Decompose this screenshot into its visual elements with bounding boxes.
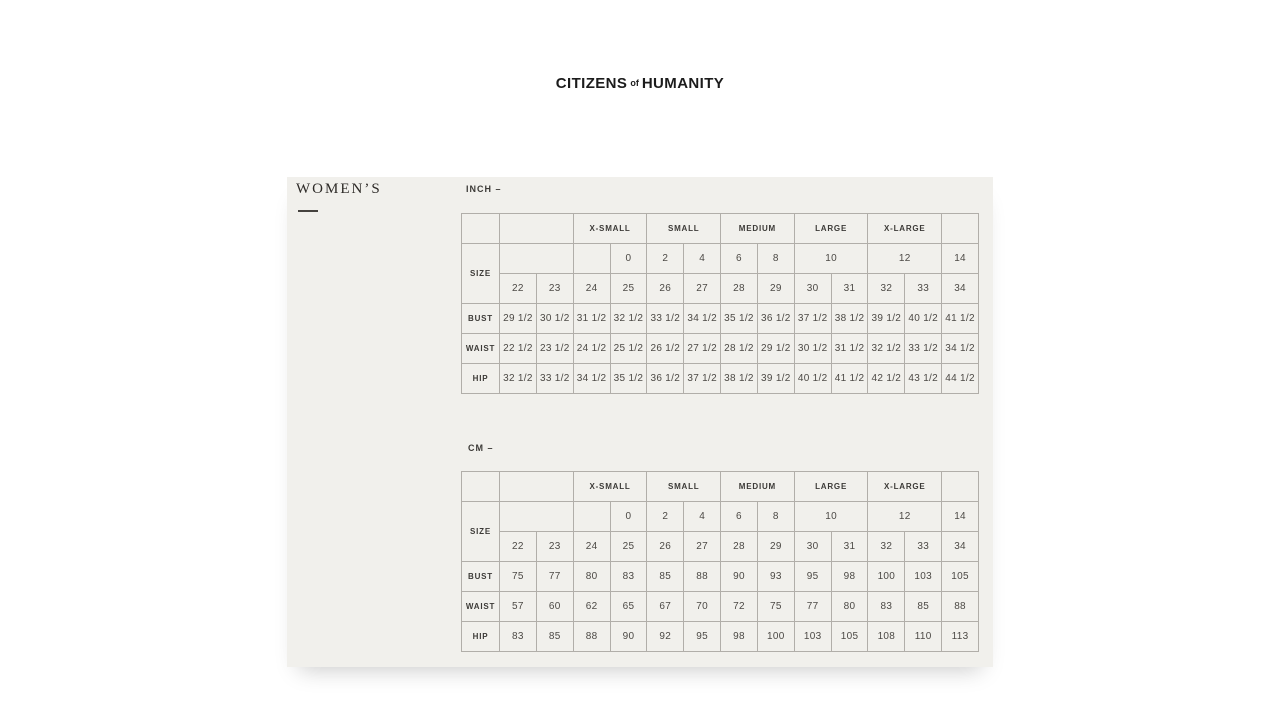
measurement-value-cell: 108: [868, 622, 905, 652]
measurement-value-cell: 93: [757, 562, 794, 592]
size-group-cell: X-LARGE: [868, 472, 942, 502]
measurement-value-cell: 26 1/2: [647, 334, 684, 364]
measurement-value-cell: 75: [757, 592, 794, 622]
inch-size-table: [461, 213, 979, 394]
measurement-value-cell: 39 1/2: [757, 364, 794, 394]
measurement-value-cell: 29 1/2: [757, 334, 794, 364]
measurement-value-cell: 98: [721, 622, 758, 652]
size-group-empty-cell: [942, 214, 979, 244]
measurement-value-cell: 34 1/2: [573, 364, 610, 394]
measurement-value-cell: 35 1/2: [610, 364, 647, 394]
brand-word-humanity: HUMANITY: [641, 75, 725, 92]
measurement-value-cell: 36 1/2: [757, 304, 794, 334]
measurement-value-cell: 105: [831, 622, 868, 652]
measurement-value-cell: 95: [794, 562, 831, 592]
measurement-value-cell: 31 1/2: [573, 304, 610, 334]
numeric-size-cell: 24: [573, 274, 610, 304]
measurement-value-cell: 100: [868, 562, 905, 592]
us-size-cell: 0: [610, 502, 647, 532]
numeric-size-cell: 29: [757, 532, 794, 562]
numeric-size-cell: 30: [794, 274, 831, 304]
measurement-value-cell: 40 1/2: [905, 304, 942, 334]
us-size-cell: 12: [868, 244, 942, 274]
tab-womens[interactable]: WOMEN’S: [296, 181, 382, 197]
measurement-value-cell: 77: [536, 562, 573, 592]
measurement-label-cell: BUST: [462, 304, 500, 334]
us-size-cell: 10: [794, 502, 868, 532]
measurement-value-cell: 38 1/2: [831, 304, 868, 334]
brand-word-citizens: CITIZENS: [555, 75, 628, 92]
cm-size-table: [461, 471, 979, 652]
measurement-value-cell: 43 1/2: [905, 364, 942, 394]
measurement-value-cell: 83: [868, 592, 905, 622]
numeric-size-cell: 22: [500, 532, 537, 562]
size-group-cell: MEDIUM: [721, 214, 795, 244]
measurement-value-cell: 31 1/2: [831, 334, 868, 364]
numeric-size-row: [462, 274, 979, 304]
brand-word-of: of: [630, 78, 639, 88]
numeric-size-cell: 26: [647, 274, 684, 304]
measurement-value-cell: 65: [610, 592, 647, 622]
measurement-label-cell: WAIST: [462, 592, 500, 622]
us-size-cell: 10: [794, 244, 868, 274]
numeric-size-cell: 34: [942, 274, 979, 304]
measurement-value-cell: 98: [831, 562, 868, 592]
measurement-row: [462, 364, 979, 394]
us-size-row: [462, 502, 979, 532]
measurement-value-cell: 32 1/2: [500, 364, 537, 394]
us-size-cell: 8: [757, 244, 794, 274]
measurement-value-cell: 27 1/2: [684, 334, 721, 364]
size-group-cell: X-SMALL: [573, 472, 647, 502]
measurement-row: [462, 334, 979, 364]
measurement-value-cell: 80: [573, 562, 610, 592]
us-size-cell: 0: [610, 244, 647, 274]
size-group-row: [462, 214, 979, 244]
measurement-value-cell: 88: [573, 622, 610, 652]
numeric-size-cell: 29: [757, 274, 794, 304]
measurement-value-cell: 38 1/2: [721, 364, 758, 394]
measurement-row: [462, 304, 979, 334]
numeric-size-cell: 28: [721, 274, 758, 304]
us-size-row: [462, 244, 979, 274]
measurement-value-cell: 88: [684, 562, 721, 592]
measurement-value-cell: 25 1/2: [610, 334, 647, 364]
numeric-size-cell: 26: [647, 532, 684, 562]
measurement-value-cell: 75: [500, 562, 537, 592]
measurement-value-cell: 85: [536, 622, 573, 652]
measurement-value-cell: 100: [757, 622, 794, 652]
us-size-cell: 2: [647, 244, 684, 274]
measurement-value-cell: 36 1/2: [647, 364, 684, 394]
measurement-value-cell: 83: [610, 562, 647, 592]
size-group-empty-cell: [500, 472, 574, 502]
measurement-value-cell: 41 1/2: [831, 364, 868, 394]
numeric-size-cell: 32: [868, 274, 905, 304]
corner-cell: [462, 214, 500, 244]
cm-table-label: CM –: [468, 443, 494, 453]
measurement-label-cell: WAIST: [462, 334, 500, 364]
us-size-cell: 8: [757, 502, 794, 532]
size-group-cell: LARGE: [794, 214, 868, 244]
measurement-value-cell: 39 1/2: [868, 304, 905, 334]
measurement-value-cell: 28 1/2: [721, 334, 758, 364]
numeric-size-cell: 25: [610, 274, 647, 304]
measurement-row: [462, 622, 979, 652]
numeric-size-cell: 28: [721, 532, 758, 562]
numeric-size-row: [462, 532, 979, 562]
us-size-cell: 4: [684, 502, 721, 532]
measurement-value-cell: 30 1/2: [794, 334, 831, 364]
measurement-label-cell: HIP: [462, 364, 500, 394]
measurement-value-cell: 57: [500, 592, 537, 622]
measurement-value-cell: 35 1/2: [721, 304, 758, 334]
measurement-value-cell: 32 1/2: [868, 334, 905, 364]
measurement-value-cell: 105: [942, 562, 979, 592]
measurement-value-cell: 34 1/2: [684, 304, 721, 334]
measurement-value-cell: 83: [500, 622, 537, 652]
size-group-cell: MEDIUM: [721, 472, 795, 502]
numeric-size-cell: 23: [536, 532, 573, 562]
numeric-size-cell: 31: [831, 274, 868, 304]
brand-logo: [0, 75, 1280, 92]
us-size-empty-cell: [573, 502, 610, 532]
measurement-value-cell: 33 1/2: [905, 334, 942, 364]
measurement-value-cell: 37 1/2: [684, 364, 721, 394]
numeric-size-cell: 32: [868, 532, 905, 562]
size-group-empty-cell: [500, 214, 574, 244]
measurement-value-cell: 24 1/2: [573, 334, 610, 364]
measurement-value-cell: 77: [794, 592, 831, 622]
us-size-cell: 6: [721, 244, 758, 274]
measurement-label-cell: BUST: [462, 562, 500, 592]
measurement-value-cell: 90: [721, 562, 758, 592]
measurement-row: [462, 592, 979, 622]
measurement-value-cell: 60: [536, 592, 573, 622]
measurement-value-cell: 90: [610, 622, 647, 652]
measurement-value-cell: 33 1/2: [647, 304, 684, 334]
size-group-cell: X-SMALL: [573, 214, 647, 244]
numeric-size-cell: 22: [500, 274, 537, 304]
measurement-value-cell: 67: [647, 592, 684, 622]
measurement-value-cell: 85: [647, 562, 684, 592]
measurement-value-cell: 85: [905, 592, 942, 622]
corner-cell: [462, 472, 500, 502]
measurement-value-cell: 33 1/2: [536, 364, 573, 394]
measurement-label-cell: HIP: [462, 622, 500, 652]
measurement-value-cell: 23 1/2: [536, 334, 573, 364]
measurement-value-cell: 80: [831, 592, 868, 622]
measurement-value-cell: 32 1/2: [610, 304, 647, 334]
measurement-value-cell: 92: [647, 622, 684, 652]
measurement-value-cell: 72: [721, 592, 758, 622]
measurement-value-cell: 62: [573, 592, 610, 622]
numeric-size-cell: 31: [831, 532, 868, 562]
size-group-row: [462, 472, 979, 502]
size-group-cell: X-LARGE: [868, 214, 942, 244]
numeric-size-cell: 30: [794, 532, 831, 562]
size-group-empty-cell: [942, 472, 979, 502]
size-label-cell: SIZE: [462, 244, 500, 304]
measurement-value-cell: 30 1/2: [536, 304, 573, 334]
measurement-value-cell: 22 1/2: [500, 334, 537, 364]
measurement-value-cell: 95: [684, 622, 721, 652]
inch-table-label: INCH –: [466, 184, 502, 194]
numeric-size-cell: 33: [905, 532, 942, 562]
measurement-value-cell: 40 1/2: [794, 364, 831, 394]
measurement-value-cell: 88: [942, 592, 979, 622]
size-chart-panel: [287, 177, 993, 667]
active-tab-underline: [298, 210, 318, 212]
numeric-size-cell: 33: [905, 274, 942, 304]
us-size-cell: 2: [647, 502, 684, 532]
us-size-cell: 14: [942, 502, 979, 532]
us-size-empty-cell: [500, 502, 574, 532]
numeric-size-cell: 34: [942, 532, 979, 562]
measurement-value-cell: 44 1/2: [942, 364, 979, 394]
us-size-cell: 4: [684, 244, 721, 274]
measurement-value-cell: 110: [905, 622, 942, 652]
size-group-cell: SMALL: [647, 472, 721, 502]
measurement-value-cell: 29 1/2: [500, 304, 537, 334]
numeric-size-cell: 25: [610, 532, 647, 562]
measurement-row: [462, 562, 979, 592]
numeric-size-cell: 27: [684, 274, 721, 304]
measurement-value-cell: 103: [905, 562, 942, 592]
us-size-cell: 6: [721, 502, 758, 532]
us-size-cell: 14: [942, 244, 979, 274]
size-label-cell: SIZE: [462, 502, 500, 562]
us-size-empty-cell: [500, 244, 574, 274]
measurement-value-cell: 37 1/2: [794, 304, 831, 334]
measurement-value-cell: 41 1/2: [942, 304, 979, 334]
numeric-size-cell: 24: [573, 532, 610, 562]
measurement-value-cell: 113: [942, 622, 979, 652]
measurement-value-cell: 34 1/2: [942, 334, 979, 364]
us-size-cell: 12: [868, 502, 942, 532]
numeric-size-cell: 23: [536, 274, 573, 304]
size-group-cell: LARGE: [794, 472, 868, 502]
us-size-empty-cell: [573, 244, 610, 274]
numeric-size-cell: 27: [684, 532, 721, 562]
measurement-value-cell: 103: [794, 622, 831, 652]
measurement-value-cell: 70: [684, 592, 721, 622]
measurement-value-cell: 42 1/2: [868, 364, 905, 394]
size-group-cell: SMALL: [647, 214, 721, 244]
